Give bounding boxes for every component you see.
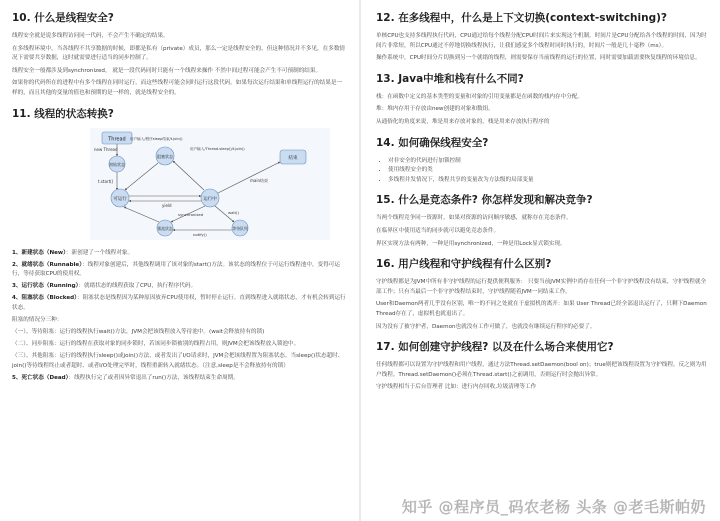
section-12 [376, 12, 709, 64]
edge-new-thread-label: new Thread [94, 146, 118, 152]
state-item-label: 3、运行状态（Running） [12, 283, 79, 290]
thread-state-diagram [90, 128, 330, 240]
section-15-para: 在临界区中使用适当的同步就可以避免竞态条件。 [376, 227, 500, 234]
section-17-para: 任何线程都可以设置为守护线程和用户线程，通过方法Thread.setDaemon(bool on)；true则把该线程设置为守护线程，反之则为用户线程。Thread.setDaemon()必须在Thread.start()之前调用，否则运行时会抛出异常。 [376, 362, 707, 378]
edge-main-end-label: main结束 [250, 177, 268, 183]
node-dead-label: 结束 [288, 155, 298, 161]
section-14-list [388, 157, 709, 186]
section-16-para: User和Daemon两者几乎没有区别，唯一的不同之处就在于虚拟机的离开：如果 User Thread已经全部退出运行了，只剩下Daemon Thread存在了，虚拟机也就退出了。 [376, 301, 707, 317]
node-running-label: 运行中 [203, 196, 217, 202]
node-blocked [156, 147, 174, 165]
edge-wait-label: wait() [228, 209, 239, 215]
state-item-text: ：就绪状态的线程获取了CPU，执行程序代码。 [78, 283, 197, 290]
node-wait-pool [232, 220, 248, 236]
section-13 [376, 73, 709, 128]
section-10-para: 线程安全就是说多线程访问同一代码，不会产生不确定的结果。 [12, 33, 169, 39]
node-lock-pool [157, 220, 173, 236]
section-16-title: 16. 用户线程和守护线程有什么区别? [376, 258, 552, 271]
right-page [363, 0, 720, 521]
section-10 [12, 12, 346, 99]
node-thread [102, 132, 132, 144]
edge-note1-label: 用户输入/程序sleep结束/t.join() [130, 136, 183, 141]
state-item-label: 2、就绪状态（Runnable） [12, 261, 82, 268]
state-item [12, 282, 346, 292]
section-12-title: 12. 在多线程中，什么是上下文切换(context-switching)? [376, 12, 668, 24]
state-list [12, 249, 346, 384]
watermark [402, 496, 706, 517]
state-item-label: 4、阻塞状态（Blocked） [12, 295, 77, 302]
list-item: • 对非安全的代码进行加锁控制 [388, 157, 709, 167]
edge-start-label: t.start() [98, 178, 114, 184]
state-item-label: 1、新建状态（New） [12, 249, 66, 256]
state-item [12, 374, 346, 384]
section-10-para: 线程安全一般都涉及到synchronized， 就是一段代码同时只能有一个线程来操作 不然中间过程可能会产生不可预制的结果。 [12, 67, 322, 74]
page-divider [359, 0, 361, 521]
section-16 [376, 258, 709, 332]
section-14-title: 14. 如何确保线程安全? [376, 136, 489, 149]
section-12-para: 操作系统中，CPU时间分片切换到另一个就绪的线程，则需要保存当前线程的运行的位置，同时需要加载需要恢复线程的环境信息。 [376, 55, 701, 62]
block-case: （二）、同步阻塞：运行的线程在获取对象的同步锁时，若该同步锁被别的线程占用，则JVM会把该线程放入锁池中。 [12, 341, 300, 348]
node-runnable-label: 可运行 [113, 196, 127, 202]
node-init-label: 初始状态 [109, 161, 125, 167]
section-10-para: 在多线程环境中，当各线程不共享数据的时候，即都是私有（private）成员，那么一定是线程安全的。但这种情况并不多见，在多数情况下需要共享数据，这时就需要进行适当的同步控制了。 [12, 45, 346, 62]
section-13-para: 从通俗化的角度来说，堆是用来存放对象的，栈是用来存放执行程序的 [376, 118, 550, 125]
left-page [0, 0, 357, 521]
edge-notify-label: notify() [193, 231, 207, 237]
edge-yield-label: yield [162, 202, 172, 208]
node-wait-pool-label: 等待队列 [232, 225, 248, 231]
node-dead [280, 150, 306, 164]
block-case: （一）、等待阻塞：运行的线程执行wait()方法，JVM会把该线程放入等待池中。(wait会释放持有的锁) [12, 329, 265, 336]
section-14 [376, 137, 709, 186]
state-diagram-svg [90, 128, 330, 240]
section-15-title: 15. 什么是竞态条件? 你怎样发现和解决竞争? [376, 194, 593, 207]
section-10-para: 如果你的代码所在的进程中有多个线程在同时运行，而这些线程可能会同时运行这段代码。如果每次运行结果和单线程运行的结果是一样的，而且其他的变量的值也和预期的是一样的，就是线程安全的。 [12, 80, 343, 96]
state-item [12, 294, 346, 313]
section-13-para: 堆：堆内存用于存放由new创建的对象和数组。 [376, 106, 494, 113]
section-16-para: 守护线程都是为JVM中所有非守护线程的运行提供便利服务： 只要当前JVM实例中尚存在任何一个非守护线程没有结束，守护线程就全部工作；只有当最后一个非守护线程结束时，守护线程随着JVM一同结束工作。 [376, 279, 707, 295]
state-item-text: ：线程对象创建后，其他线程调用了该对象的start()方法。该状态的线程位于可运行线程池中，变得可运行，等待获取CPU的使用权。 [12, 261, 340, 278]
diagram-background [90, 128, 330, 240]
block-case: （三）、其他阻塞：运行的线程执行sleep()或join()方法，或者发出了I/O请求时，JVM会把该线程置为阻塞状态。当sleep()状态超时、join()等待线程终止或者超时、或者I/O处理完毕时，线程重新转入就绪状态。（注意,sleep是不会释放持有的锁） [12, 353, 344, 369]
section-13-title: 13. Java中堆和栈有什么不同? [376, 72, 524, 85]
node-thread-label: Thread [108, 136, 126, 143]
section-15-para: 界区实现方法有两种，一种是用synchronized，一种是用Lock显式锁实现。 [376, 240, 566, 247]
section-16-para: 因为没有了被守护者，Daemon也就没有工作可做了，也就没有继续运行程序的必要了。 [376, 323, 596, 330]
section-13-para: 栈：在函数中定义的基本类型的变量和对象的引用变量都是在函数的栈内存中分配。 [376, 93, 583, 100]
node-blocked-label: 阻塞状态 [157, 153, 173, 159]
list-item: • 多线程并发情况下，线程共享的变量改为方法级的局部变量 [388, 176, 709, 186]
edge-synchronized-label: synchronized [178, 211, 204, 217]
section-17-para: 守护线程相当于后台管理者 比如：进行内存回收,垃圾清理等工作 [376, 384, 537, 391]
node-runnable [111, 189, 129, 207]
section-17 [376, 341, 709, 393]
node-lock-pool-label: 锁池状态 [157, 225, 173, 231]
edge-note2-label: 用户输入/Thread.sleep()/t.join() [190, 146, 245, 151]
state-item-text: ：新创建了一个线程对象。 [65, 249, 134, 256]
section-11 [12, 108, 346, 384]
watermark-text: 知乎 @程序员_码农老杨 头条 @老毛斯帕奶 [401, 498, 706, 516]
list-item: • 使用线程安全的类 [388, 166, 709, 176]
node-running [201, 189, 219, 207]
section-15-para: 当两个线程竞争同一资源时，如果对资源的访问顺序敏感，就称存在竞态条件。 [376, 215, 572, 222]
block-intro: 阻塞的情况分三种： [12, 317, 63, 324]
state-item [12, 261, 346, 280]
state-item-text: ：线程执行完了或者因异常退出了run()方法，该线程结束生命周期。 [68, 375, 239, 382]
section-15 [376, 194, 709, 249]
section-17-title: 17. 如何创建守护线程? 以及在什么场合来使用它? [376, 341, 614, 354]
section-11-title: 11. 线程的状态转换? [12, 107, 114, 120]
section-10-title: 10. 什么是线程安全? [12, 12, 114, 24]
section-12-para: 单核CPU也支持多线程执行代码，CPU通过给每个线程分配CPU时间片来实现这个机制。时间片是CPU分配给各个线程的时间，因为时间片非常短，所以CPU通过不停地切换线程执行，让我们感觉多个线程时同时执行的，时间片一般是几十毫秒（ms）。 [376, 33, 707, 49]
state-item-text: ：阻塞状态是线程因为某种原因放弃CPU使用权，暂时停止运行。直到线程进入就绪状态，才有机会转到运行状态。 [12, 295, 346, 312]
state-item-label: 5、死亡状态（Dead） [12, 375, 69, 382]
state-item [12, 249, 346, 259]
